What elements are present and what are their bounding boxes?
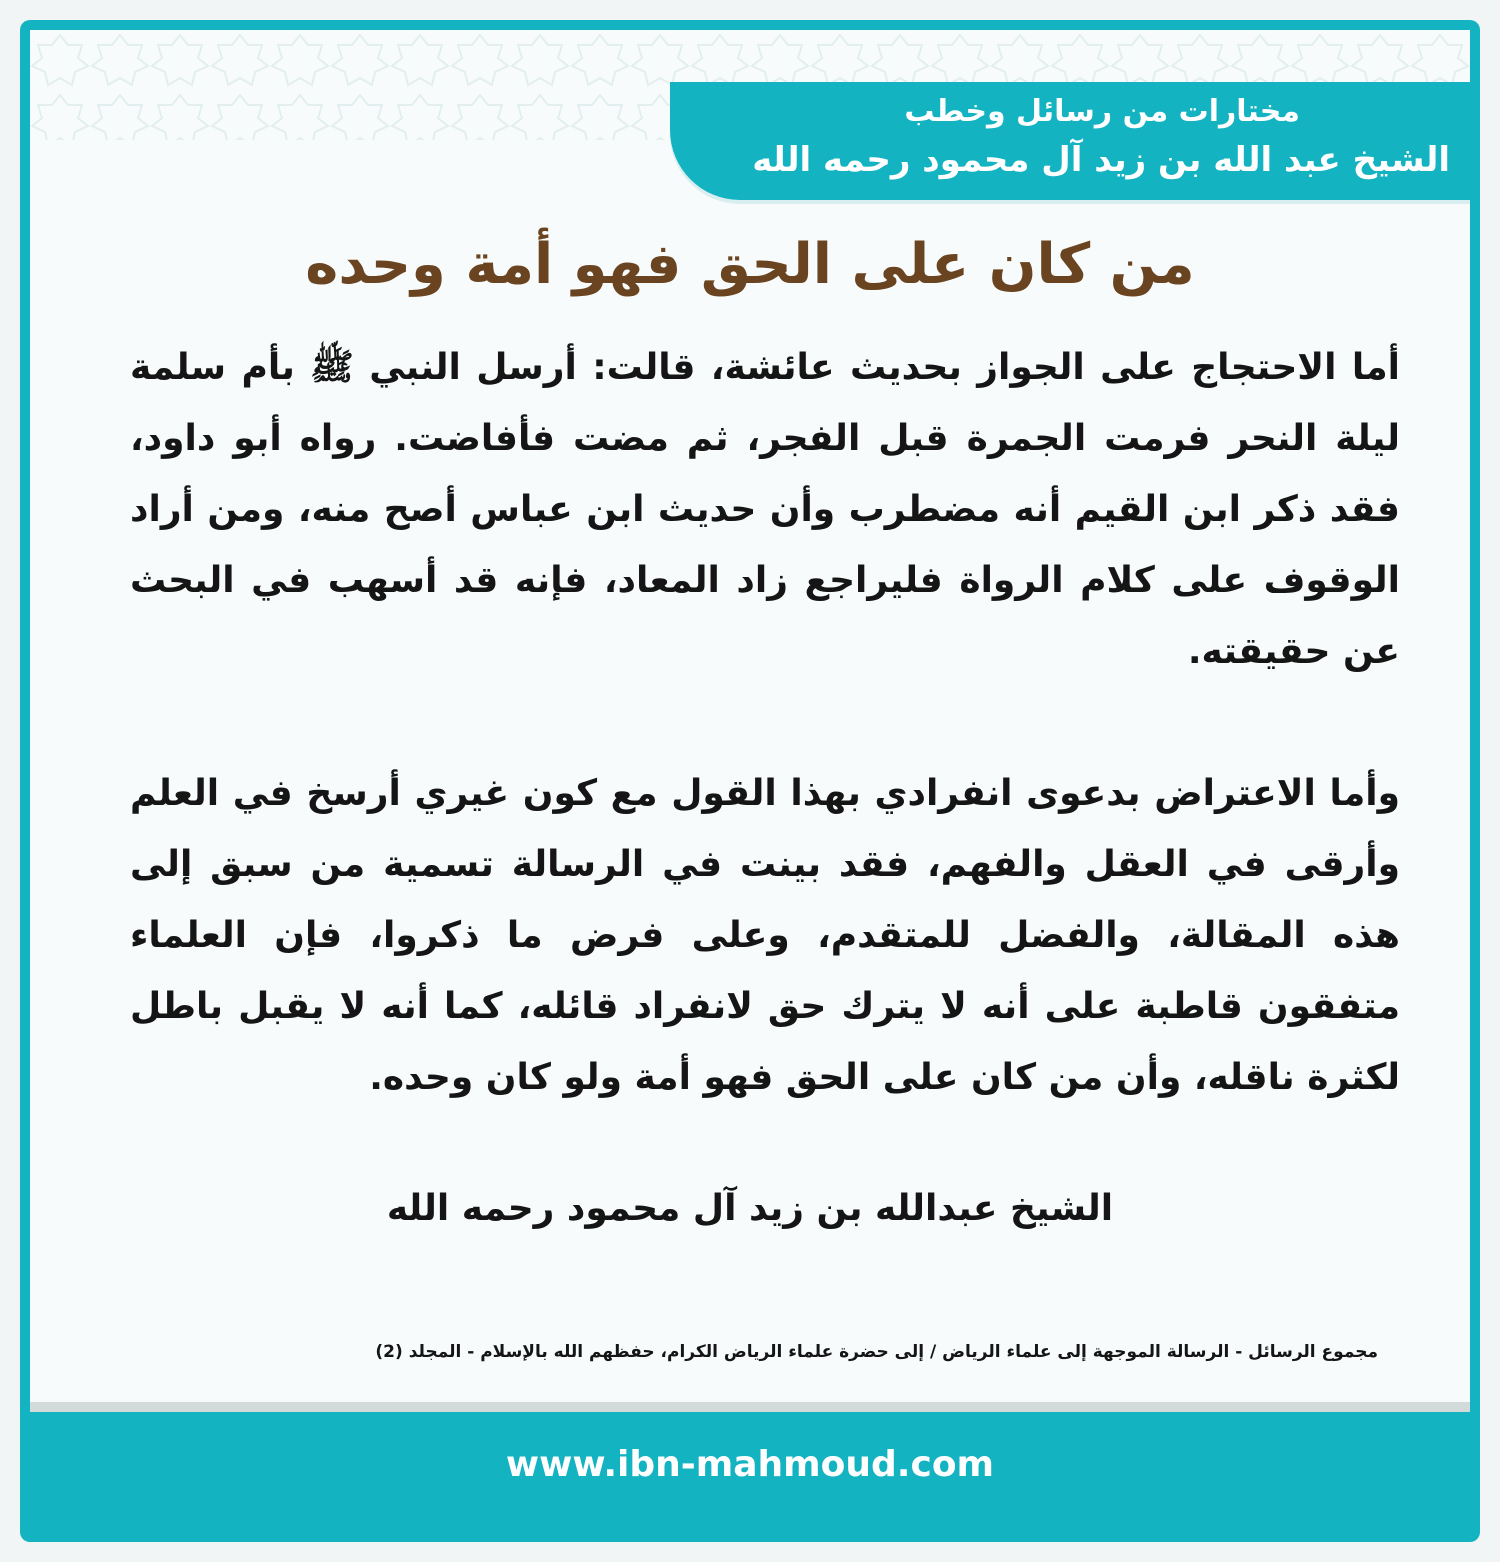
source-citation: مجموع الرسائل - الرسالة الموجهة إلى علماء الرياض / إلى حضرة علماء الرياض الكرام، حفظهم الله بالإسلام - المجلد (2): [375, 1342, 1378, 1362]
header-author: الشيخ عبد الله بن زيد آل محمود رحمه الله: [752, 140, 1450, 180]
header-banner: [670, 82, 1470, 200]
panel-bottom-shadow: [30, 1402, 1470, 1412]
website-link[interactable]: www.ibn-mahmoud.com: [505, 1444, 995, 1485]
paragraph-1: أما الاحتجاج على الجواز بحديث عائشة، قالت: أرسل النبي ﷺ بأم سلمة ليلة النحر فرمت الجمرة قبل الفجر، ثم مضت فأفاضت. رواه أبو داود، فقد ذكر ابن القيم أنه مضطرب وأن حديث ابن عباس أصح منه، ومن أراد الوقوف على كلام الرواة فليراجع زاد المعاد، فإنه قد أسهب في البحث عن حقيقته.: [130, 347, 1400, 672]
paragraph-2: وأما الاعتراض بدعوى انفرادي بهذا القول مع كون غيري أرسخ في العلم وأرقى في العقل والفهم، فقد بينت في الرسالة تسمية من سبق إلى هذه المقالة، والفضل للمتقدم، وعلى فرض ما ذكروا، فإن العلماء متفقون قاطبة على أنه لا يترك حق لانفراد قائله، كما أنه لا يقبل باطل لكثرة ناقله، وأن من كان على الحق فهو أمة ولو كان وحده.: [130, 773, 1400, 1098]
card-frame: [20, 20, 1480, 1542]
content-panel: [30, 30, 1470, 1412]
header-series-title: مختارات من رسائل وخطب: [904, 94, 1300, 129]
article-title: من كان على الحق فهو أمة وحده: [305, 232, 1195, 297]
author-signature: الشيخ عبدالله بن زيد آل محمود رحمه الله: [386, 1188, 1114, 1229]
